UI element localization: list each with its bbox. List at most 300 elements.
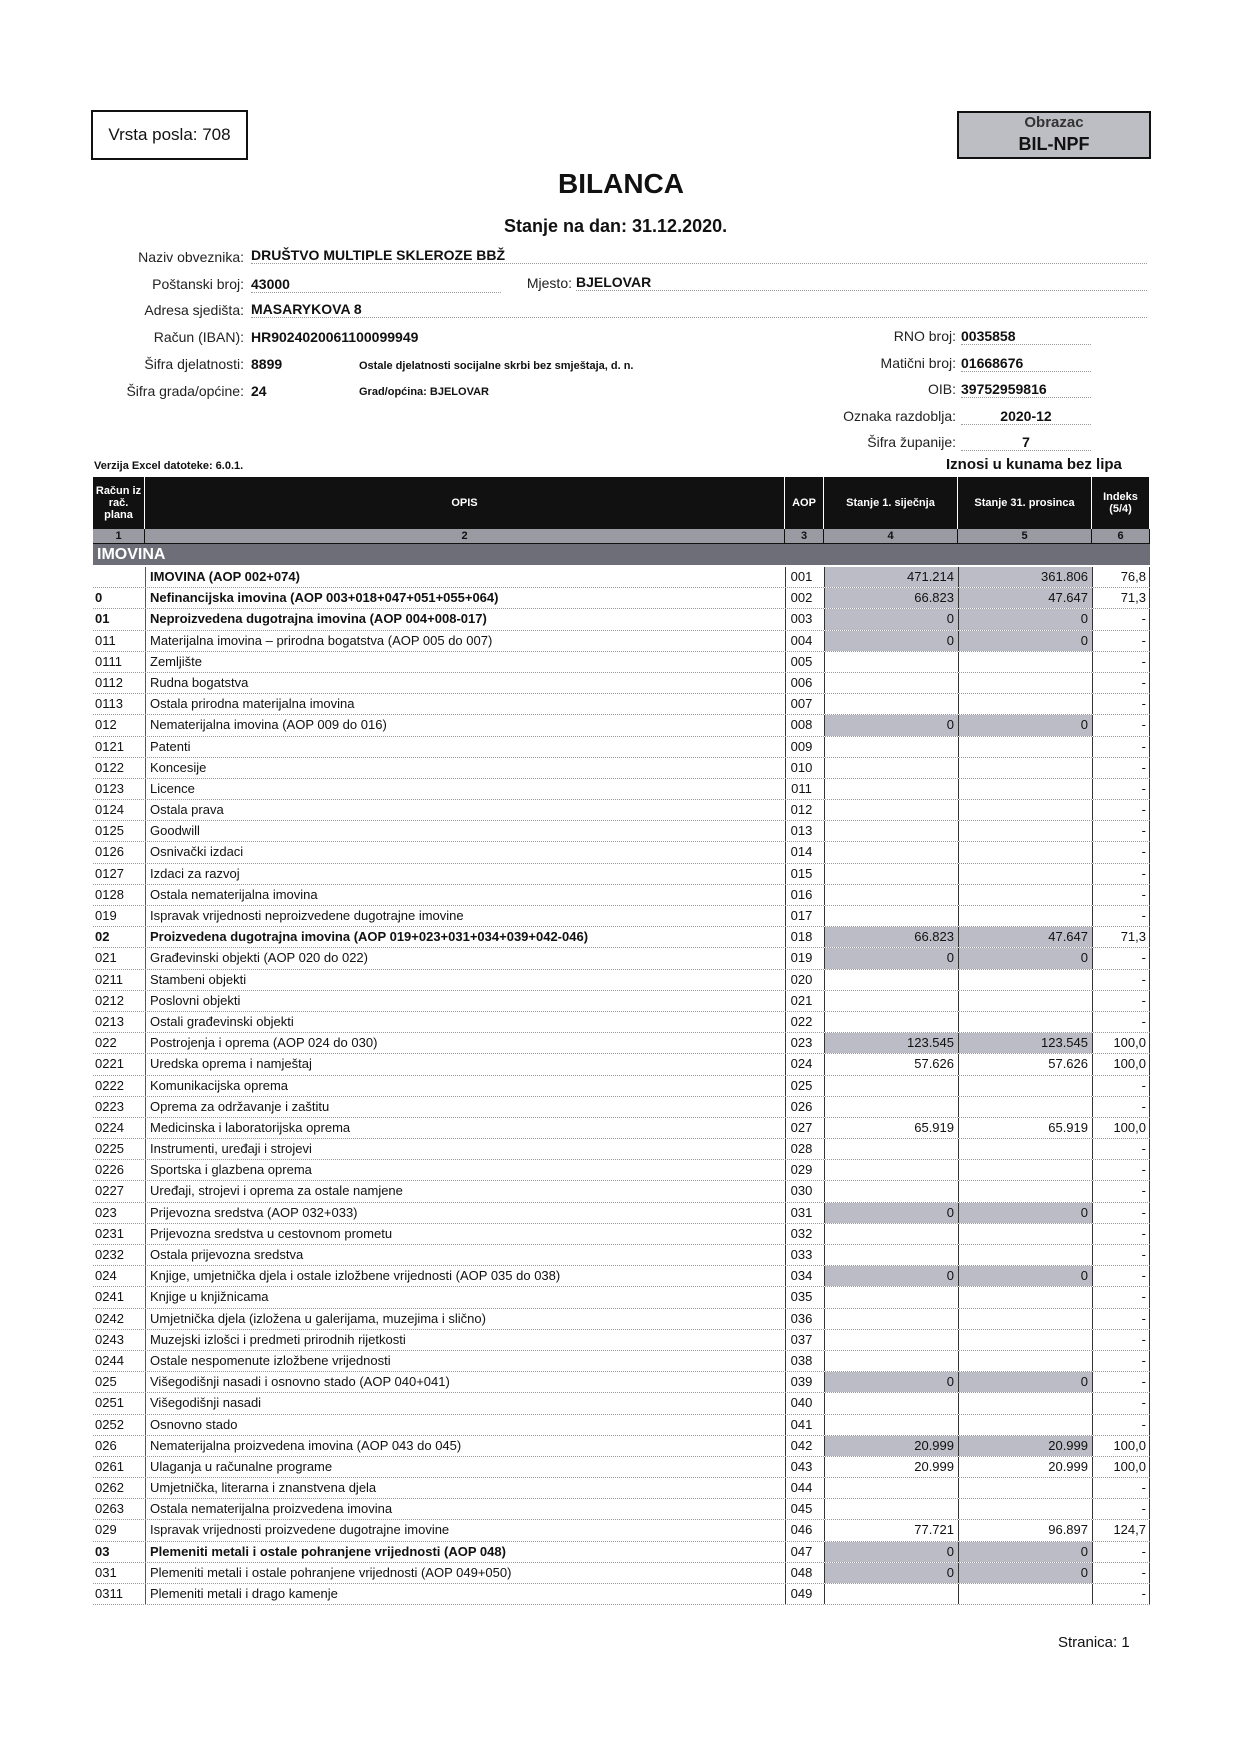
table-row	[93, 821, 1150, 842]
stanje1-cell	[824, 1309, 958, 1329]
page-title: BILANCA	[558, 168, 684, 199]
racun-cell: 0263	[95, 1501, 124, 1517]
opis-cell: Uređaji, strojevi i oprema za ostale namjene	[145, 1181, 880, 1201]
colnum-2: 2	[145, 529, 785, 543]
balance-table-body	[93, 567, 1150, 1605]
indeks-cell: -	[1092, 1287, 1150, 1307]
opis-cell: Ostala prijevozna sredstva	[145, 1245, 880, 1265]
razdoblje-label: Oznaka razdoblja:	[843, 408, 956, 424]
opis-cell: Umjetnička, literarna i znanstvena djela	[145, 1478, 880, 1498]
indeks-cell: -	[1092, 821, 1150, 841]
mjesto-label: Mjesto:	[526, 275, 572, 291]
indeks-cell: -	[1092, 1181, 1150, 1201]
racun-cell: 023	[95, 1204, 117, 1220]
racun-cell: 0241	[95, 1289, 124, 1305]
racun-cell: 0261	[95, 1458, 124, 1474]
postanski-value: 43000	[251, 276, 501, 293]
indeks-cell: -	[1092, 1203, 1150, 1223]
aop-cell: 045	[785, 1499, 817, 1519]
stanje31-cell: 0	[958, 631, 1092, 651]
indeks-cell: 100,0	[1092, 1118, 1150, 1138]
stanje1-cell	[824, 673, 958, 693]
indeks-cell: -	[1092, 885, 1150, 905]
aop-cell: 017	[785, 906, 817, 926]
aop-cell: 027	[785, 1118, 817, 1138]
racun-cell: 0	[95, 590, 103, 606]
racun-cell: 01	[95, 611, 110, 627]
racun-cell: 0225	[95, 1141, 124, 1157]
stanje1-cell	[824, 737, 958, 757]
aop-cell: 016	[785, 885, 817, 905]
stanje31-cell	[958, 694, 1092, 714]
table-row	[93, 906, 1150, 927]
racun-cell: 022	[95, 1035, 117, 1051]
table-row	[93, 1054, 1150, 1075]
stanje31-cell	[958, 1499, 1092, 1519]
stanje1-cell	[824, 1584, 958, 1604]
racun-cell: 02	[95, 929, 110, 945]
grad-opis: Grad/općina: BJELOVAR	[359, 386, 489, 398]
stanje1-cell: 0	[824, 631, 958, 651]
table-row	[93, 842, 1150, 863]
stanje31-cell	[958, 1584, 1092, 1604]
indeks-cell: 124,7	[1092, 1520, 1150, 1540]
aop-cell: 025	[785, 1076, 817, 1096]
opis-cell: Patenti	[145, 737, 880, 757]
opis-cell: Licence	[145, 779, 880, 799]
stanje1-cell: 20.999	[824, 1457, 958, 1477]
stanje1-cell	[824, 1393, 958, 1413]
stanje1-cell	[824, 779, 958, 799]
indeks-cell: -	[1092, 1478, 1150, 1498]
opis-cell: Ulaganja u računalne programe	[145, 1457, 880, 1477]
opis-cell: Nefinancijska imovina (AOP 003+018+047+051+055+064)	[145, 588, 880, 608]
racun-cell: 0252	[95, 1416, 124, 1432]
aop-cell: 032	[785, 1224, 817, 1244]
table-row	[93, 864, 1150, 885]
table-row	[93, 970, 1150, 991]
table-row	[93, 1012, 1150, 1033]
stanje31-cell	[958, 1287, 1092, 1307]
stanje1-cell: 66.823	[824, 588, 958, 608]
indeks-cell: -	[1092, 631, 1150, 651]
racun-cell: 0227	[95, 1183, 124, 1199]
stanje1-cell	[824, 1478, 958, 1498]
stanje31-cell: 20.999	[958, 1436, 1092, 1456]
racun-cell: 0223	[95, 1098, 124, 1114]
racun-cell: 0251	[95, 1395, 124, 1411]
aop-cell: 039	[785, 1372, 817, 1392]
stanje31-cell	[958, 1330, 1092, 1350]
indeks-cell: -	[1092, 1097, 1150, 1117]
indeks-cell: -	[1092, 970, 1150, 990]
stanje1-cell: 20.999	[824, 1436, 958, 1456]
vrsta-posla-box: Vrsta posla: 708	[91, 110, 248, 160]
aop-cell: 026	[785, 1097, 817, 1117]
racun-cell: 0111	[95, 653, 122, 669]
stanje1-cell: 77.721	[824, 1520, 958, 1540]
aop-cell: 034	[785, 1266, 817, 1286]
indeks-cell: -	[1092, 673, 1150, 693]
indeks-cell: -	[1092, 1160, 1150, 1180]
indeks-cell: -	[1092, 1584, 1150, 1604]
table-row	[93, 1287, 1150, 1308]
stanje31-cell	[958, 737, 1092, 757]
stanje31-cell: 96.897	[958, 1520, 1092, 1540]
table-row	[93, 1478, 1150, 1499]
aop-cell: 037	[785, 1330, 817, 1350]
opis-cell: Goodwill	[145, 821, 880, 841]
mjesto-value: BJELOVAR	[576, 274, 1147, 291]
page-number: Stranica: 1	[1058, 1634, 1130, 1651]
stanje31-cell	[958, 673, 1092, 693]
table-row	[93, 1542, 1150, 1563]
aop-cell: 048	[785, 1563, 817, 1583]
racun-cell: 0126	[95, 844, 124, 860]
stanje1-cell: 0	[824, 1542, 958, 1562]
table-row	[93, 1033, 1150, 1054]
aop-cell: 041	[785, 1415, 817, 1435]
indeks-cell: -	[1092, 652, 1150, 672]
table-row	[93, 1203, 1150, 1224]
racun-cell: 0232	[95, 1247, 124, 1262]
table-row	[93, 948, 1150, 969]
indeks-cell: -	[1092, 758, 1150, 778]
stanje31-cell	[958, 1139, 1092, 1159]
stanje1-cell	[824, 1415, 958, 1435]
racun-cell: 03	[95, 1543, 110, 1559]
aop-cell: 007	[785, 694, 817, 714]
opis-cell: Knjige, umjetnička djela i ostale izložbene vrijednosti (AOP 035 do 038)	[145, 1266, 880, 1286]
indeks-cell: -	[1092, 1309, 1150, 1329]
postanski-label: Poštanski broj:	[152, 276, 244, 292]
table-row	[93, 1076, 1150, 1097]
opis-cell: Umjetnička djela (izložena u galerijama, muzejima i slično)	[145, 1309, 880, 1329]
table-row	[93, 991, 1150, 1012]
stanje1-cell	[824, 1076, 958, 1096]
stanje31-cell: 123.545	[958, 1033, 1092, 1053]
indeks-cell: -	[1092, 800, 1150, 820]
obrazac-code: BIL-NPF	[1018, 134, 1090, 154]
indeks-cell: -	[1092, 1224, 1150, 1244]
djelatnost-opis: Ostale djelatnosti socijalne skrbi bez smještaja, d. n.	[359, 360, 634, 372]
racun-cell: 0244	[95, 1352, 124, 1368]
stanje31-cell	[958, 1478, 1092, 1498]
stanje1-cell	[824, 1012, 958, 1032]
racun-cell: 0121	[95, 738, 124, 754]
opis-cell: Ostala nematerijalna proizvedena imovina	[145, 1499, 880, 1519]
racun-cell: 026	[95, 1437, 117, 1453]
opis-cell: Komunikacijska oprema	[145, 1076, 880, 1096]
aop-cell: 030	[785, 1181, 817, 1201]
aop-cell: 015	[785, 864, 817, 884]
stanje1-cell	[824, 906, 958, 926]
indeks-cell: 100,0	[1092, 1033, 1150, 1053]
stanje31-cell	[958, 1181, 1092, 1201]
racun-cell: 0123	[95, 780, 124, 796]
stanje1-cell: 0	[824, 715, 958, 735]
table-row	[93, 1139, 1150, 1160]
aop-cell: 040	[785, 1393, 817, 1413]
table-row	[93, 1160, 1150, 1181]
racun-label: Račun (IBAN):	[153, 329, 244, 345]
table-row	[93, 1372, 1150, 1393]
racun-cell: 0112	[95, 674, 123, 690]
racun-cell: 0113	[95, 696, 123, 712]
indeks-cell: -	[1092, 906, 1150, 926]
colnum-6: 6	[1092, 529, 1150, 543]
table-row	[93, 758, 1150, 779]
stanje1-cell	[824, 1139, 958, 1159]
aop-cell: 049	[785, 1584, 817, 1604]
stanje31-cell	[958, 1309, 1092, 1329]
th-racun: Račun iz rač. plana	[93, 477, 145, 529]
stanje31-cell: 0	[958, 948, 1092, 968]
table-row	[93, 1224, 1150, 1245]
aop-cell: 005	[785, 652, 817, 672]
opis-cell: Koncesije	[145, 758, 880, 778]
stanje1-cell: 57.626	[824, 1054, 958, 1074]
stanje1-cell	[824, 1499, 958, 1519]
stanje-na-dan: Stanje na dan: 31.12.2020.	[504, 216, 728, 236]
aop-cell: 035	[785, 1287, 817, 1307]
table-row	[93, 1436, 1150, 1457]
aop-cell: 006	[785, 673, 817, 693]
aop-cell: 046	[785, 1520, 817, 1540]
stanje1-cell: 0	[824, 1203, 958, 1223]
stanje31-cell	[958, 864, 1092, 884]
indeks-cell: -	[1092, 609, 1150, 629]
stanje1-cell	[824, 842, 958, 862]
table-row	[93, 1393, 1150, 1414]
opis-cell: Instrumenti, uređaji i strojevi	[145, 1139, 880, 1159]
opis-cell: Građevinski objekti (AOP 020 do 022)	[145, 948, 880, 968]
stanje1-cell	[824, 758, 958, 778]
table-row	[93, 1499, 1150, 1520]
stanje1-cell	[824, 1097, 958, 1117]
racun-cell: 0213	[95, 1013, 124, 1029]
stanje1-cell	[824, 652, 958, 672]
stanje1-cell	[824, 970, 958, 990]
stanje1-cell	[824, 885, 958, 905]
indeks-cell: 100,0	[1092, 1457, 1150, 1477]
opis-cell: Nematerijalna proizvedena imovina (AOP 043 do 045)	[145, 1436, 880, 1456]
opis-cell: IMOVINA (AOP 002+074)	[145, 567, 880, 587]
naziv-label: Naziv obveznika:	[138, 249, 244, 265]
opis-cell: Muzejski izlošci i predmeti prirodnih rijetkosti	[145, 1330, 880, 1350]
table-header	[93, 477, 1150, 529]
stanje1-cell: 65.919	[824, 1118, 958, 1138]
aop-cell: 014	[785, 842, 817, 862]
racun-cell: 0221	[95, 1056, 124, 1072]
table-row	[93, 631, 1150, 652]
stanje31-cell	[958, 1097, 1092, 1117]
stanje31-cell	[958, 758, 1092, 778]
table-row	[93, 567, 1150, 588]
stanje31-cell	[958, 652, 1092, 672]
indeks-cell: -	[1092, 715, 1150, 735]
racun-cell: 0122	[95, 759, 124, 775]
column-number-row	[93, 529, 1150, 544]
racun-cell: 0262	[95, 1480, 124, 1496]
stanje31-cell	[958, 1245, 1092, 1265]
opis-cell: Ostala prava	[145, 800, 880, 820]
stanje1-cell	[824, 1330, 958, 1350]
racun-cell: 024	[95, 1268, 117, 1284]
opis-cell: Uredska oprema i namještaj	[145, 1054, 880, 1074]
sifra-grada-label: Šifra grada/općine:	[126, 383, 244, 399]
th-indeks: Indeks (5/4)	[1092, 477, 1150, 529]
indeks-cell: -	[1092, 694, 1150, 714]
adresa-value: MASARYKOVA 8	[251, 301, 1147, 318]
stanje31-cell	[958, 991, 1092, 1011]
racun-cell	[95, 567, 139, 587]
table-row	[93, 1457, 1150, 1478]
indeks-cell: -	[1092, 1012, 1150, 1032]
table-row	[93, 588, 1150, 609]
opis-cell: Plemeniti metali i ostale pohranjene vrijednosti (AOP 049+050)	[145, 1563, 880, 1583]
stanje31-cell	[958, 1415, 1092, 1435]
aop-cell: 010	[785, 758, 817, 778]
stanje1-cell	[824, 1287, 958, 1307]
opis-cell: Knjige u knjižnicama	[145, 1287, 880, 1307]
opis-cell: Zemljište	[145, 652, 880, 672]
aop-cell: 011	[785, 779, 817, 799]
racun-cell: 0226	[95, 1162, 124, 1178]
racun-cell: 031	[95, 1564, 117, 1580]
indeks-cell: 100,0	[1092, 1436, 1150, 1456]
table-row	[93, 1520, 1150, 1541]
obrazac-box	[957, 111, 1151, 159]
indeks-cell: -	[1092, 948, 1150, 968]
aop-cell: 004	[785, 631, 817, 651]
indeks-cell: -	[1092, 1393, 1150, 1413]
table-row	[93, 1330, 1150, 1351]
stanje31-cell	[958, 906, 1092, 926]
aop-cell: 047	[785, 1542, 817, 1562]
stanje1-cell	[824, 694, 958, 714]
opis-cell: Ostala prirodna materijalna imovina	[145, 694, 880, 714]
racun-cell: 0224	[95, 1119, 124, 1135]
aop-cell: 003	[785, 609, 817, 629]
opis-cell: Plemeniti metali i ostale pohranjene vrijednosti (AOP 048)	[145, 1542, 880, 1562]
indeks-cell: 71,3	[1092, 588, 1150, 608]
racun-cell: 0231	[95, 1225, 124, 1241]
stanje31-cell	[958, 779, 1092, 799]
stanje31-cell: 0	[958, 1372, 1092, 1392]
colnum-4: 4	[824, 529, 958, 543]
aop-cell: 013	[785, 821, 817, 841]
stanje1-cell	[824, 800, 958, 820]
stanje1-cell	[824, 1160, 958, 1180]
stanje31-cell: 57.626	[958, 1054, 1092, 1074]
stanje31-cell	[958, 1076, 1092, 1096]
maticni-label: Matični broj:	[880, 355, 956, 371]
stanje1-cell: 0	[824, 1372, 958, 1392]
aop-cell: 002	[785, 588, 817, 608]
sifra-djelatnosti-label: Šifra djelatnosti:	[144, 356, 244, 372]
opis-cell: Osnovno stado	[145, 1415, 880, 1435]
table-row	[93, 1097, 1150, 1118]
stanje31-cell	[958, 842, 1092, 862]
stanje31-cell	[958, 1012, 1092, 1032]
opis-cell: Ostala nematerijalna imovina	[145, 885, 880, 905]
verzija-excel: Verzija Excel datoteke: 6.0.1.	[94, 460, 244, 472]
indeks-cell: -	[1092, 1330, 1150, 1350]
indeks-cell: 76,8	[1092, 567, 1150, 587]
opis-cell: Plemeniti metali i drago kamenje	[145, 1584, 880, 1604]
opis-cell: Poslovni objekti	[145, 991, 880, 1011]
opis-cell: Ispravak vrijednosti neproizvedene dugotrajne imovine	[145, 906, 880, 926]
stanje31-cell: 47.647	[958, 588, 1092, 608]
stanje1-cell: 123.545	[824, 1033, 958, 1053]
aop-cell: 023	[785, 1033, 817, 1053]
aop-cell: 042	[785, 1436, 817, 1456]
opis-cell: Prijevozna sredstva (AOP 032+033)	[145, 1203, 880, 1223]
indeks-cell: -	[1092, 842, 1150, 862]
th-aop: AOP	[785, 477, 824, 529]
opis-cell: Medicinska i laboratorijska oprema	[145, 1118, 880, 1138]
table-row	[93, 737, 1150, 758]
aop-cell: 022	[785, 1012, 817, 1032]
indeks-cell: -	[1092, 864, 1150, 884]
indeks-cell: -	[1092, 1563, 1150, 1583]
racun-cell: 021	[95, 950, 117, 966]
stanje1-cell	[824, 1351, 958, 1371]
colnum-1: 1	[93, 529, 145, 543]
sifra-grada-value: 24	[251, 383, 267, 399]
opis-cell: Neproizvedena dugotrajna imovina (AOP 004+008-017)	[145, 609, 880, 629]
indeks-cell: -	[1092, 1499, 1150, 1519]
table-row	[93, 885, 1150, 906]
indeks-cell: 100,0	[1092, 1054, 1150, 1074]
aop-cell: 044	[785, 1478, 817, 1498]
indeks-cell: -	[1092, 1245, 1150, 1265]
indeks-cell: -	[1092, 737, 1150, 757]
indeks-cell: -	[1092, 1372, 1150, 1392]
rno-label: RNO broj:	[893, 328, 956, 344]
indeks-cell: -	[1092, 779, 1150, 799]
aop-cell: 019	[785, 948, 817, 968]
table-row	[93, 673, 1150, 694]
indeks-cell: -	[1092, 1076, 1150, 1096]
aop-cell: 018	[785, 927, 817, 947]
table-row	[93, 609, 1150, 630]
racun-cell: 0311	[95, 1586, 123, 1601]
table-row	[93, 1584, 1150, 1605]
table-row	[93, 1245, 1150, 1266]
indeks-cell: -	[1092, 1351, 1150, 1371]
racun-cell: 0211	[95, 971, 123, 987]
opis-cell: Rudna bogatstva	[145, 673, 880, 693]
opis-cell: Ostali građevinski objekti	[145, 1012, 880, 1032]
oib-label: OIB:	[927, 381, 956, 397]
table-row	[93, 800, 1150, 821]
aop-cell: 012	[785, 800, 817, 820]
naziv-value: DRUŠTVO MULTIPLE SKLEROZE BBŽ	[251, 247, 1147, 264]
racun-cell: 011	[95, 632, 116, 648]
opis-cell: Višegodišnji nasadi	[145, 1393, 880, 1413]
table-row	[93, 1118, 1150, 1139]
aop-cell: 008	[785, 715, 817, 735]
table-row	[93, 715, 1150, 736]
rno-value: 0035858	[961, 328, 1091, 345]
opis-cell: Proizvedena dugotrajna imovina (AOP 019+023+031+034+039+042-046)	[145, 927, 880, 947]
stanje31-cell: 20.999	[958, 1457, 1092, 1477]
stanje1-cell	[824, 821, 958, 841]
aop-cell: 001	[785, 567, 817, 587]
aop-cell: 024	[785, 1054, 817, 1074]
